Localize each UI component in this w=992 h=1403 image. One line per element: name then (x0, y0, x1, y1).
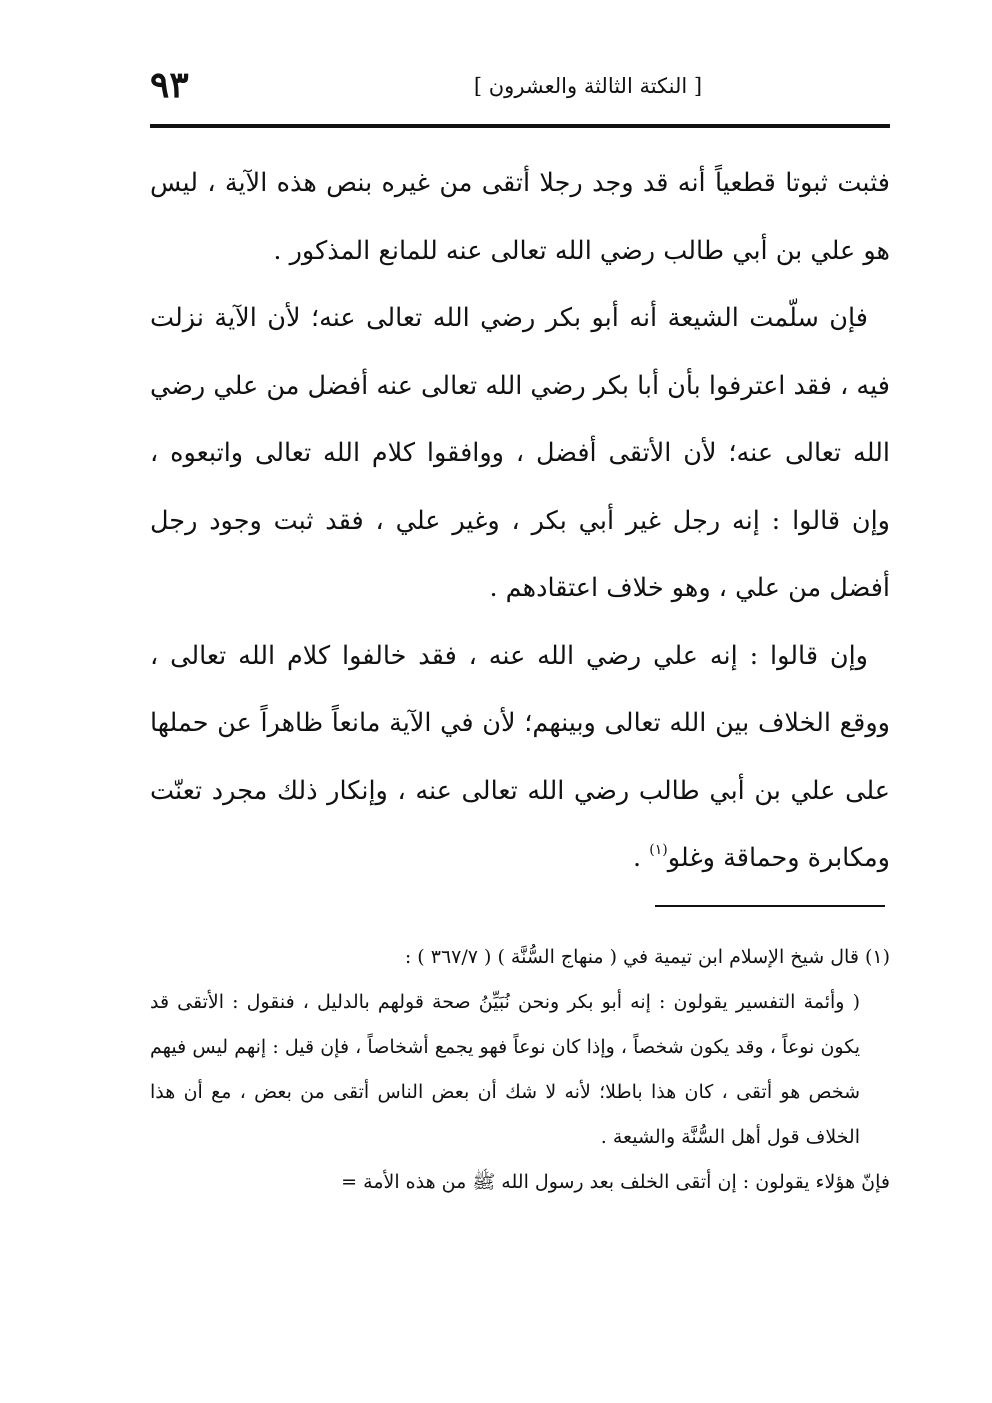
paragraph-3-end: . (633, 843, 650, 873)
paragraph-3 (150, 623, 890, 893)
paragraph-1: فثبت ثبوتا قطعياً أنه قد وجد رجلا أتقى من غيره بنص هذه الآية ، ليس هو علي بن أبي طالب رضي الله تعالى عنه للمانع المذكور . (150, 168, 890, 266)
footnote-citation: (١) قال شيخ الإسلام ابن تيمية في ( منهاج السُّنَّة ) ( ٣٦٧/٧ ) : (404, 946, 890, 968)
footnote-rule (655, 905, 885, 907)
paragraph-3-text: وإن قالوا : إنه علي رضي الله عنه ، فقد خالفوا كلام الله تعالى ، ووقع الخلاف بين الله تعالى وبينهم؛ لأن في الآية مانعاً ظاهراً عن حملها على علي بن أبي طالب رضي الله تعالى عنه ، وإنكار ذلك مجرد تعنّت ومكابرة وحماقة وغلو (150, 640, 890, 873)
page-header (150, 62, 890, 108)
main-text (150, 150, 890, 893)
header-rule (150, 124, 890, 128)
running-title: [ النكتة الثالثة والعشرون ] (473, 74, 703, 98)
footnote-continuation: فإنّ هؤلاء يقولون : إن أتقى الخلف بعد رسول الله ﷺ من هذه الأمة = (341, 1171, 890, 1193)
paragraph-2: فإن سلّمت الشيعة أنه أبو بكر رضي الله تعالى عنه؛ لأن الآية نزلت فيه ، فقد اعترفوا بأن أبا بكر رضي الله تعالى عنه أفضل من علي رضي الله تعالى عنه؛ لأن الأتقى أفضل ، ووافقوا كلام الله تعالى واتبعوه ، وإن قالوا : إنه رجل غير أبي بكر ، وغير علي ، فقد ثبت وجود رجل أفضل من علي ، وهو خلاف اعتقادهم . (150, 303, 890, 603)
footnote-marker[interactable]: (١) (649, 842, 668, 858)
footnotes (150, 935, 890, 1205)
footnote-quote: ( وأئمة التفسير يقولون : إنه أبو بكر ونحن نُبَيِّنُ صحة قولهم بالدليل ، فنقول : الأتقى قد يكون نوعاً ، وقد يكون شخصاً ، وإذا كان نوعاً فهو يجمع أشخاصاً ، فإن قيل : إنهم ليس فيهم شخص هو أتقى ، كان هذا باطلا؛ لأنه لا شك أن بعض الناس أتقى من بعض ، مع أن هذا الخلاف قول أهل السُّنَّة والشيعة . (150, 991, 860, 1148)
page-number: ٩٣ (150, 64, 189, 106)
